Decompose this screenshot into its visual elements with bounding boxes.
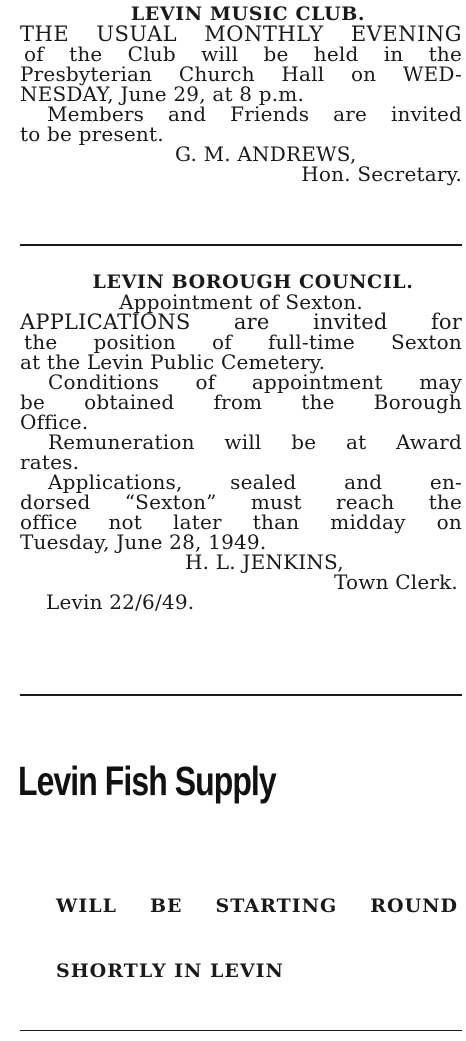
borough-council-line-8: rates. — [20, 450, 80, 474]
music-club-signatory-title: Hon. Secretary. — [301, 162, 462, 186]
borough-council-line-6: Office. — [20, 410, 89, 434]
borough-council-subheading: Appointment of Sexton. — [119, 290, 363, 314]
music-club-line-2: of the Club will be held in the — [24, 42, 462, 66]
fish-supply-line-2: SHORTLY IN LEVIN — [56, 960, 284, 982]
music-club-heading: LEVIN MUSIC CLUB. — [130, 3, 366, 25]
divider-rule — [20, 694, 462, 696]
borough-council-line-4: Conditions of appointment may — [48, 370, 462, 394]
fish-supply-brand: Levin Fish Supply — [18, 758, 276, 804]
borough-council-line-7: Remuneration will be at Award — [48, 430, 462, 454]
music-club-notice — [20, 4, 462, 184]
music-club-line-1: THE USUAL MONTHLY EVENING — [20, 22, 462, 46]
borough-council-heading: LEVIN BOROUGH COUNCIL. — [92, 271, 414, 293]
borough-council-line-12: Tuesday, June 28, 1949. — [20, 530, 267, 554]
borough-council-line-9: Applications, sealed and en- — [48, 470, 462, 494]
music-club-line-6: to be present. — [20, 122, 164, 146]
borough-council-line-10: dorsed “Sexton” must reach the — [20, 490, 462, 514]
borough-council-signatory-title: Town Clerk. — [334, 570, 458, 594]
music-club-line-4: NESDAY, June 29, at 8 p.m. — [20, 82, 305, 106]
borough-council-notice — [20, 272, 462, 612]
borough-council-line-5: be obtained from the Borough — [20, 390, 462, 414]
divider-rule — [20, 244, 462, 246]
music-club-line-5: Members and Friends are invited — [47, 102, 462, 126]
borough-council-line-1: APPLICATIONS are invited for — [20, 310, 462, 334]
fish-supply-line-1: WILL BE STARTING ROUND — [56, 895, 458, 917]
music-club-signatory-name: G. M. ANDREWS, — [175, 142, 357, 166]
music-club-line-3: Presbyterian Church Hall on WED- — [20, 62, 462, 86]
borough-council-line-2: the position of full-time Sexton — [24, 330, 462, 354]
borough-council-signatory-name: H. L. JENKINS, — [185, 550, 344, 574]
borough-council-line-3: at the Levin Public Cemetery. — [20, 350, 326, 374]
borough-council-dateline: Levin 22/6/49. — [46, 590, 195, 614]
borough-council-line-11: office not later than midday on — [20, 510, 462, 534]
divider-rule — [20, 1030, 462, 1031]
